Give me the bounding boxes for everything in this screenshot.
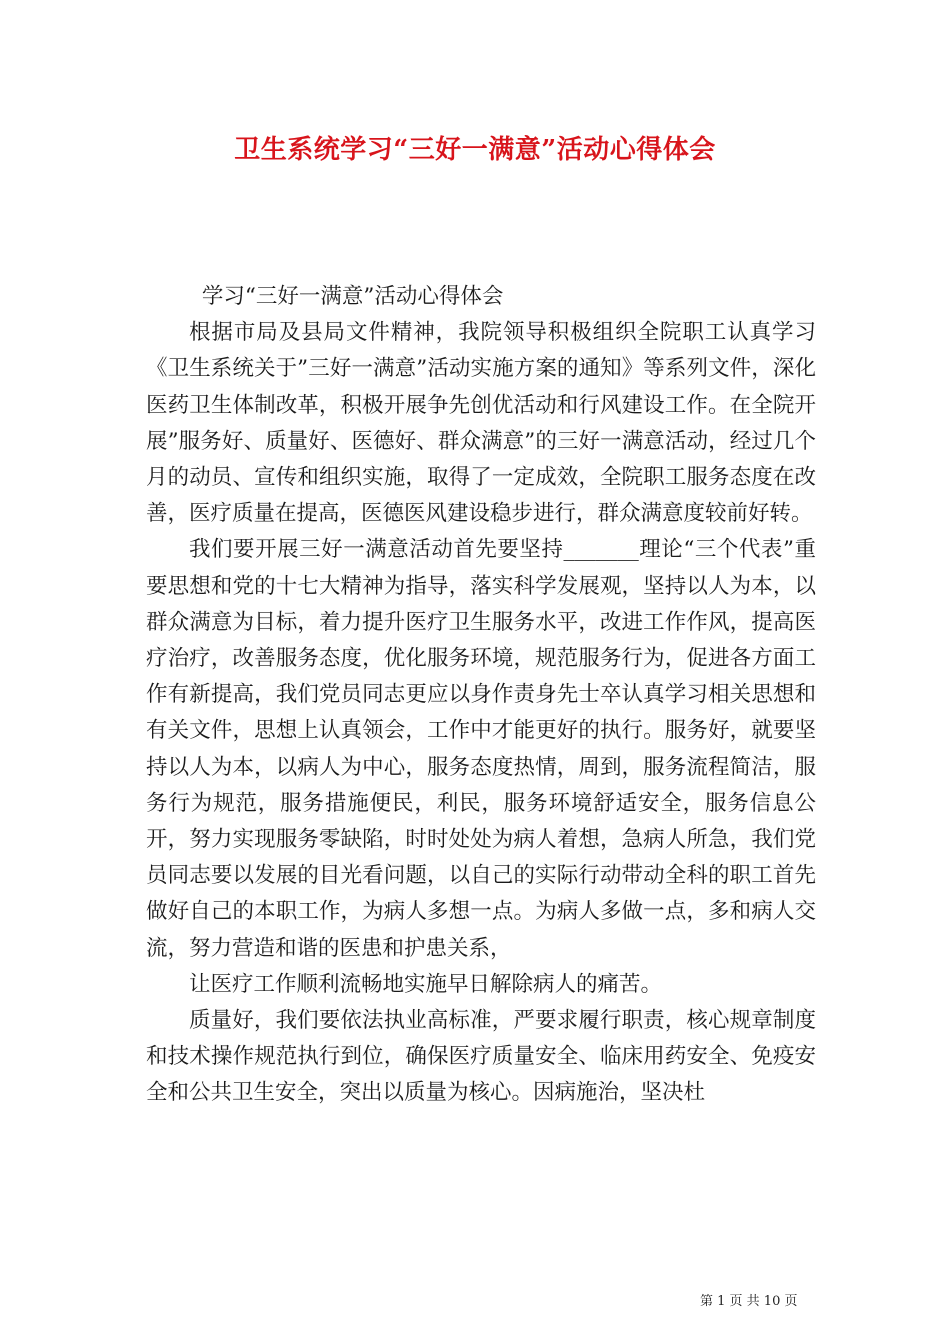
document-body [146, 279, 816, 1112]
document-title: 卫生系统学习“三好一满意”活动心得体会 [234, 135, 716, 165]
paragraph: 根据市局及县局文件精神，我院领导积极组织全院职工认真学习《卫生系统关于”三好一满意”活动实施方案的通知》等系列文件，深化医药卫生体制改革，积极开展争先创优活动和行风建设工作。在全院开展”服务好、质量好、医德好、群众满意”的三好一满意活动，经过几个月的动员、宣传和组织实施，取得了一定成效，全院职工服务态度在改善，医疗质量在提高，医德医风建设稳步进行，群众满意度较前好转。 [146, 320, 816, 527]
paragraph: 质量好，我们要依法执业高标准，严要求履行职责，核心规章制度和技术操作规范执行到位，确保医疗质量安全、临床用药安全、免疫安全和公共卫生安全，突出以质量为核心。因病施治，坚决杜 [146, 1008, 816, 1106]
paragraph: 我们要开展三好一满意活动首先要坚持_______理论“三个代表”重要思想和党的十七大精神为指导，落实科学发展观，坚持以人为本，以群众满意为目标，着力提升医疗卫生服务水平，改进工作作风，提高医疗治疗，改善服务态度，优化服务环境，规范服务行为，促进各方面工作有新提高，我们党员同志更应以身作责身先士卒认真学习相关思想和有关文件，思想上认真领会，工作中才能更好的执行。服务好，就要坚持以人为本，以病人为中心，服务态度热情，周到，服务流程简洁，服务行为规范，服务措施便民，利民，服务环境舒适安全，服务信息公开，努力实现服务零缺陷，时时处处为病人着想，急病人所急，我们党员同志要以发展的目光看问题，以自己的实际行动带动全科的职工首先做好自己的本职工作，为病人多想一点。为病人多做一点，多和病人交流，努力营造和谐的医患和护患关系， [146, 537, 816, 961]
page-number: 第 1 页 共 10 页 [700, 1294, 798, 1309]
paragraph: 让医疗工作顺利流畅地实施早日解除病人的痛苦。 [189, 971, 663, 997]
section-heading: 学习“三好一满意”活动心得体会 [201, 284, 504, 309]
